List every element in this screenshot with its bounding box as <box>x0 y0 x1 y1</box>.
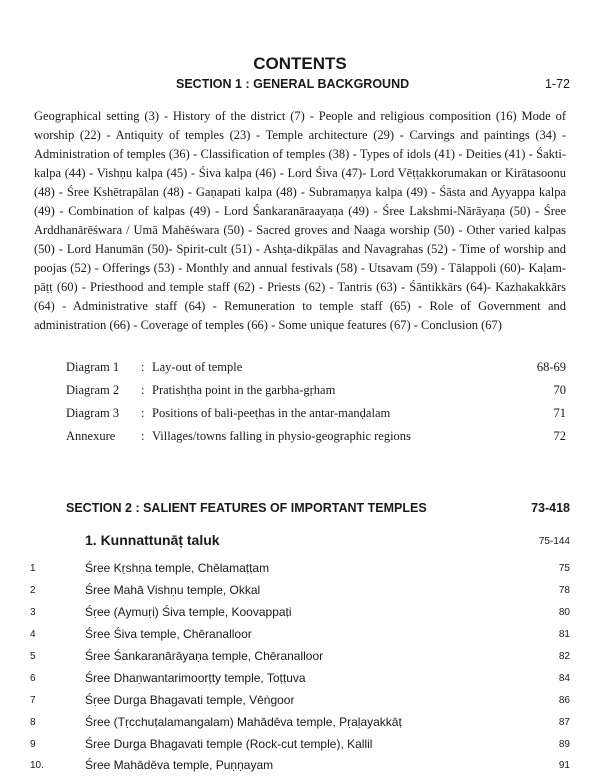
diagram-label: Diagram 1 <box>66 360 120 374</box>
entry-number: 6 <box>30 673 36 684</box>
diagram-label: Annexure <box>66 429 116 443</box>
section-1-page-range: 1-72 <box>544 77 570 91</box>
temple-entry <box>0 605 600 627</box>
diagram-page: 71 <box>553 406 566 420</box>
diagram-colon: : <box>141 406 145 420</box>
entry-page: 84 <box>558 673 570 684</box>
section-1-topics-paragraph: Geographical setting (3) - History of the district (7) - People and religious composition (16) Mode of worship (22) - Antiquity of temples (23) - Temple architecture (29) - Carvings and paintings (34) - Administration of temples (36) - Classification of temples (38) - Types of idols (41) - Deities (41) - Śakti-kalpa (44) - Vishṇu kalpa (45) - Śiva kalpa (46) - Lord Śiva (47)- Lord Vēṭṭakkorumakan or Kirātasoonu (48) - Śree Kshētrapālan (48) - Gaṇapati kalpa (48) - Subramaṇya kalpa (49) - Śāsta and Ayyappa kalpa (49) - Combination of kalpas (49) - Lord Śankaranāraayaṇa (49) - Śree Lakshmi-Nārāyaṇa (50) - Śree Arddhanārēśwara / Umā Mahēśwara (50) - Sacred groves and Naaga worship (50) - Other varied kalpas (50) - Lord Hanumān (50)- Spirit-cult (51) - Ashṭa-dikpālas and Navagrahas (52) - Time of worship and poojas (52) - Offerings (53) - Monthly and annual festivals (58) - Utsavam (59) - Tālappoli (60)- Kaḷam-pāṭṭ (60) - Priesthood and temple staff (62) - Priests (62) - Tantris (63) - Śāntikkārs (64)- Kazhakakkārs (64) - Administrative staff (64) - Remuneration to temple staff (65) - Role of Government and administration (66) - Coverage of temples (66) - Some unique features (67) - Conclusion (67) <box>34 109 566 332</box>
diagram-label: Diagram 2 <box>66 383 120 397</box>
diagram-page: 70 <box>553 383 566 397</box>
page-title: CONTENTS <box>253 54 347 73</box>
section-1-heading: SECTION 1 : GENERAL BACKGROUND <box>176 77 410 91</box>
entry-page: 86 <box>558 695 570 706</box>
temple-entry <box>0 693 600 715</box>
temple-entry <box>0 737 600 759</box>
diagram-description: Positions of bali-peeṭhas in the antar-manḍalam <box>152 406 391 420</box>
entry-name: Śree (Tṛcchuṭalamangalam) Mahādēva temple, Pṛaḷayakkāṭ <box>85 715 402 729</box>
entry-page: 80 <box>558 607 570 618</box>
temple-entry <box>0 671 600 693</box>
diagram-page: 72 <box>553 429 566 443</box>
temple-entry <box>0 715 600 737</box>
temple-entry <box>0 649 600 671</box>
diagram-description: Villages/towns falling in physio-geographic regions <box>152 429 411 443</box>
section-2-heading: SECTION 2 : SALIENT FEATURES OF IMPORTANT TEMPLES <box>66 501 427 515</box>
entry-page: 75 <box>558 563 570 574</box>
entry-page: 87 <box>558 717 570 728</box>
entry-name: Śree Kṛshṇa temple, Chēlamaṭṭam <box>85 561 270 575</box>
entry-page: 78 <box>558 585 570 596</box>
diagram-description: Lay-out of temple <box>152 360 243 374</box>
entry-name: Śree Mahādēva temple, Puṇṇayam <box>85 758 274 772</box>
entry-name: Śree Śiva temple, Chēranalloor <box>85 627 252 641</box>
entry-name: Śṛee Durga Bhagavati temple, Vēṅgoor <box>85 693 295 707</box>
entry-page: 91 <box>558 760 570 771</box>
taluk-heading: 1. Kunnattunāṭ taluk <box>85 532 220 548</box>
entry-name: Śree Śankaranārāyaṇa temple, Chēranalloor <box>85 649 324 663</box>
entry-page: 81 <box>558 629 570 640</box>
entry-number: 3 <box>30 607 36 618</box>
entry-number: 1 <box>30 563 36 574</box>
entry-number: 2 <box>30 585 36 596</box>
taluk-page-range: 75-144 <box>538 536 570 547</box>
entry-name: Śree Mahā Vishṇu temple, Okkal <box>85 583 261 597</box>
diagram-description: Pratishṭha point in the garbha-gṛham <box>152 383 336 397</box>
entry-page: 82 <box>558 651 570 662</box>
entry-number: 7 <box>30 695 36 706</box>
entry-name: Śree Durga Bhagavati temple (Rock-cut temple), Kallil <box>85 737 373 751</box>
diagram-label: Diagram 3 <box>66 406 120 420</box>
entry-name: Śree Dhaṇwantarimoorṭty temple, Toṭṭuva <box>85 671 306 685</box>
entry-number: 8 <box>30 717 36 728</box>
temple-entry <box>0 583 600 605</box>
entry-number: 10. <box>30 760 44 771</box>
section-2-page-range: 73-418 <box>531 501 570 515</box>
diagram-colon: : <box>141 383 145 397</box>
diagram-colon: : <box>141 360 145 374</box>
entry-number: 4 <box>30 629 36 640</box>
temple-entry <box>0 627 600 649</box>
entry-name: Śṛee (Aymuṛi) Śiva temple, Koovappaṭi <box>85 605 292 619</box>
entry-number: 5 <box>30 651 36 662</box>
entry-page: 89 <box>558 739 570 750</box>
entry-number: 9 <box>30 739 36 750</box>
diagram-page: 68-69 <box>536 360 566 374</box>
temple-entry <box>0 561 600 583</box>
diagram-colon: : <box>141 429 145 443</box>
